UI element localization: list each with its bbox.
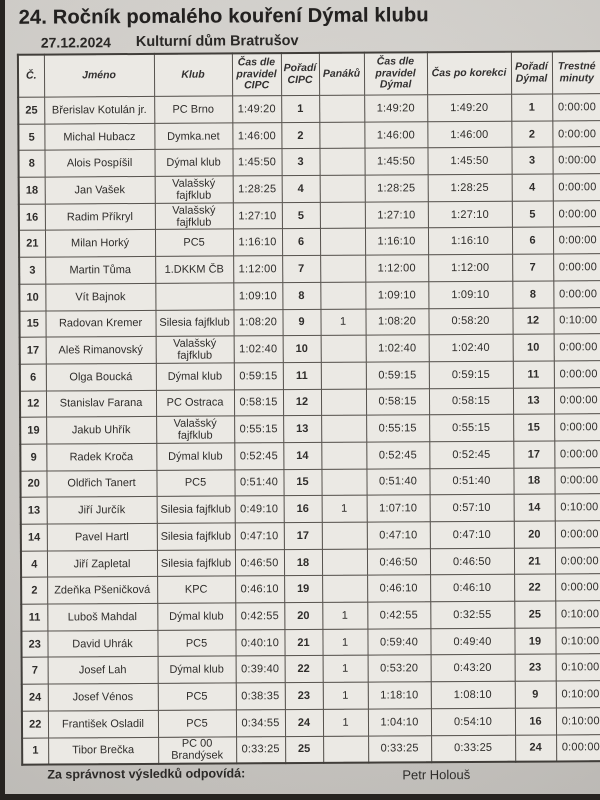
name-cell: Radovan Kremer <box>45 310 155 337</box>
penalty-minutes-cell: 0:00:00 <box>553 200 600 227</box>
subtitle-line <box>3 31 598 53</box>
rank-cipc-cell: 22 <box>285 656 323 683</box>
time-dymal-cell: 1:49:20 <box>364 95 427 122</box>
penalty-minutes-cell: 0:00:00 <box>552 147 600 174</box>
rank-cipc-cell: 6 <box>282 229 320 256</box>
table-row <box>21 494 600 524</box>
footer-official-name: Petr Holouš <box>402 766 471 783</box>
table-row <box>22 681 600 711</box>
time-dymal-cell: 1:09:10 <box>365 282 428 309</box>
time-dymal-cell: 1:18:10 <box>368 682 431 709</box>
club-cell: Silesia fajfklub <box>157 496 235 523</box>
table-row <box>19 174 600 204</box>
shots-cell <box>319 95 364 122</box>
rank-cipc-cell: 15 <box>283 469 321 496</box>
rank-cipc-cell: 7 <box>282 256 320 283</box>
time-corrected-cell: 1:02:40 <box>429 334 513 361</box>
club-cell: Valašský fajfklub <box>155 176 233 203</box>
rank-dymal-cell: 4 <box>512 174 553 201</box>
shots-cell <box>319 122 364 149</box>
time-dymal-cell: 1:04:10 <box>368 709 431 736</box>
event-venue: Kulturní dům Bratrušov <box>135 33 299 51</box>
time-cipc-cell: 0:42:55 <box>235 603 284 630</box>
rank-cipc-cell: 18 <box>284 549 322 576</box>
time-dymal-cell: 1:12:00 <box>365 255 428 282</box>
penalty-minutes-cell: 0:00:00 <box>552 94 600 121</box>
time-dymal-cell: 0:46:50 <box>367 548 430 575</box>
penalty-minutes-cell: 0:00:00 <box>555 547 600 574</box>
rank-cipc-cell: 24 <box>285 709 323 736</box>
header-cell: Trestné minuty <box>552 51 600 94</box>
header-cell: Jméno <box>44 54 154 97</box>
rank-dymal-cell: 19 <box>514 628 555 655</box>
club-cell: 1.DKKM ČB <box>155 256 233 283</box>
penalty-minutes-cell: 0:00:00 <box>556 734 600 761</box>
time-cipc-cell: 1:28:25 <box>233 176 282 203</box>
rank-cipc-cell: 2 <box>281 122 319 149</box>
time-dymal-cell: 0:58:15 <box>366 388 429 415</box>
start-number-cell: 8 <box>18 150 44 177</box>
club-cell: Dýmal klub <box>158 656 236 683</box>
rank-cipc-cell: 10 <box>283 336 321 363</box>
penalty-minutes-cell: 0:00:00 <box>554 467 600 494</box>
penalty-minutes-cell: 0:00:00 <box>554 414 600 441</box>
table-row <box>21 521 600 551</box>
time-dymal-cell: 1:02:40 <box>366 335 429 362</box>
time-cipc-cell: 0:39:40 <box>236 656 285 683</box>
header-cell: Č. <box>18 55 44 98</box>
time-dymal-cell: 0:55:15 <box>366 415 429 442</box>
name-cell: František Osladil <box>48 710 158 737</box>
rank-cipc-cell: 4 <box>282 175 320 202</box>
penalty-minutes-cell: 0:10:00 <box>555 494 600 521</box>
table-row <box>20 334 600 364</box>
header-cell: Pořadí CIPC <box>281 53 319 96</box>
rank-dymal-cell: 20 <box>514 521 555 548</box>
rank-cipc-cell: 8 <box>282 282 320 309</box>
start-number-cell: 4 <box>21 551 47 578</box>
club-cell: PC5 <box>158 683 236 710</box>
shots-cell: 1 <box>323 656 368 683</box>
table-row <box>19 254 600 284</box>
rank-cipc-cell: 1 <box>281 95 319 122</box>
rank-dymal-cell: 16 <box>515 708 556 735</box>
rank-dymal-cell: 11 <box>513 361 554 388</box>
club-cell <box>155 283 233 310</box>
shots-cell <box>319 148 364 175</box>
table-row <box>20 414 600 444</box>
rank-cipc-cell: 14 <box>283 442 321 469</box>
time-cipc-cell: 1:16:10 <box>233 229 282 256</box>
start-number-cell: 17 <box>20 337 46 364</box>
shots-cell <box>321 389 366 416</box>
penalty-minutes-cell: 0:00:00 <box>552 120 600 147</box>
time-corrected-cell: 1:28:25 <box>428 174 512 201</box>
table-row <box>18 94 600 124</box>
shots-cell <box>321 362 366 389</box>
rank-cipc-cell: 20 <box>284 602 322 629</box>
time-corrected-cell: 0:47:10 <box>430 521 514 548</box>
club-cell: PC5 <box>158 710 236 737</box>
header-row <box>18 51 600 97</box>
header-cell: Panáků <box>319 53 364 96</box>
rank-cipc-cell: 13 <box>283 416 321 443</box>
start-number-cell: 16 <box>19 204 45 231</box>
penalty-minutes-cell: 0:00:00 <box>553 280 600 307</box>
shots-cell <box>320 175 365 202</box>
name-cell: Alois Pospíšil <box>44 150 154 177</box>
header-cell: Čas dle pravidel Dýmal <box>364 52 427 95</box>
club-cell: Dýmal klub <box>157 603 235 630</box>
penalty-minutes-cell: 0:10:00 <box>555 627 600 654</box>
time-cipc-cell: 0:49:10 <box>235 496 284 523</box>
time-dymal-cell: 1:16:10 <box>365 228 428 255</box>
table-body <box>18 94 600 765</box>
start-number-cell: 5 <box>18 124 44 151</box>
time-cipc-cell: 0:55:15 <box>234 416 283 443</box>
time-dymal-cell: 0:47:10 <box>367 522 430 549</box>
time-dymal-cell: 0:51:40 <box>366 468 429 495</box>
time-dymal-cell: 1:08:20 <box>365 308 428 335</box>
shots-cell <box>320 229 365 256</box>
start-number-cell: 3 <box>19 257 45 284</box>
club-cell: Dýmal klub <box>156 443 234 470</box>
penalty-minutes-cell: 0:10:00 <box>556 654 600 681</box>
footer-line <box>7 764 600 788</box>
rank-dymal-cell: 22 <box>514 574 555 601</box>
shots-cell: 1 <box>323 682 368 709</box>
name-cell: Pavel Hartl <box>47 523 157 550</box>
table-row <box>21 547 600 577</box>
time-dymal-cell: 0:42:55 <box>367 602 430 629</box>
name-cell: Jiří Zapletal <box>47 550 157 577</box>
time-cipc-cell: 1:08:20 <box>233 309 282 336</box>
table-row <box>19 200 600 230</box>
table-row <box>22 734 600 765</box>
rank-cipc-cell: 5 <box>282 202 320 229</box>
rank-dymal-cell: 12 <box>512 307 553 334</box>
name-cell: Radek Kroča <box>46 443 156 470</box>
penalty-minutes-cell: 0:00:00 <box>554 387 600 414</box>
rank-dymal-cell: 8 <box>512 281 553 308</box>
time-dymal-cell: 0:33:25 <box>368 735 431 763</box>
rank-cipc-cell: 23 <box>285 683 323 710</box>
name-cell: Aleš Rimanovský <box>46 337 156 364</box>
club-cell: Dýmal klub <box>154 149 232 176</box>
start-number-cell: 7 <box>22 657 48 684</box>
time-dymal-cell: 0:59:15 <box>366 362 429 389</box>
time-cipc-cell: 0:52:45 <box>234 443 283 470</box>
start-number-cell: 18 <box>19 177 45 204</box>
scanned-paper <box>5 0 600 794</box>
start-number-cell: 22 <box>22 711 48 738</box>
club-cell: PC Brno <box>154 96 232 123</box>
shots-cell <box>322 575 367 602</box>
penalty-minutes-cell: 0:00:00 <box>554 441 600 468</box>
start-number-cell: 10 <box>19 284 45 311</box>
penalty-minutes-cell: 0:10:00 <box>556 681 600 708</box>
penalty-minutes-cell: 0:00:00 <box>555 521 600 548</box>
shots-cell <box>320 282 365 309</box>
rank-cipc-cell: 21 <box>284 629 322 656</box>
club-cell: PC5 <box>155 229 233 256</box>
time-cipc-cell: 0:34:55 <box>236 709 285 736</box>
table-row <box>19 227 600 257</box>
start-number-cell: 19 <box>20 417 46 444</box>
name-cell: Josef Lah <box>48 657 158 684</box>
time-cipc-cell: 0:59:15 <box>234 362 283 389</box>
time-dymal-cell: 1:46:00 <box>364 121 427 148</box>
time-cipc-cell: 1:49:20 <box>232 96 281 123</box>
rank-cipc-cell: 12 <box>283 389 321 416</box>
start-number-cell: 24 <box>22 684 48 711</box>
club-cell: Silesia fajfklub <box>155 309 233 336</box>
table-row <box>21 574 600 604</box>
rank-dymal-cell: 1 <box>511 94 552 121</box>
time-corrected-cell: 1:12:00 <box>428 254 512 281</box>
rank-cipc-cell: 19 <box>284 576 322 603</box>
time-corrected-cell: 0:54:10 <box>431 708 515 735</box>
rank-dymal-cell: 6 <box>512 227 553 254</box>
time-dymal-cell: 0:53:20 <box>368 655 431 682</box>
start-number-cell: 13 <box>21 497 47 524</box>
rank-cipc-cell: 16 <box>284 496 322 523</box>
club-cell: Valašský fajfklub <box>155 203 233 230</box>
shots-cell: 1 <box>323 709 368 736</box>
time-dymal-cell: 0:59:40 <box>367 628 430 655</box>
name-cell: Martin Tůma <box>45 257 155 284</box>
club-cell: Valašský fajfklub <box>156 336 234 363</box>
rank-cipc-cell: 17 <box>284 522 322 549</box>
name-cell: Jiří Jurčík <box>47 497 157 524</box>
time-cipc-cell: 0:46:50 <box>235 549 284 576</box>
name-cell: Josef Vénos <box>48 684 158 711</box>
time-corrected-cell: 1:09:10 <box>428 281 512 308</box>
start-number-cell: 12 <box>20 391 46 418</box>
rank-dymal-cell: 21 <box>514 548 555 575</box>
club-cell: Silesia fajfklub <box>157 523 235 550</box>
time-cipc-cell: 0:40:10 <box>235 629 284 656</box>
table-row <box>21 627 600 657</box>
table-row <box>19 307 600 337</box>
penalty-minutes-cell: 0:00:00 <box>553 227 600 254</box>
start-number-cell: 9 <box>20 444 46 471</box>
shots-cell: 1 <box>320 309 365 336</box>
table-header <box>18 51 600 97</box>
time-corrected-cell: 1:46:00 <box>427 121 511 148</box>
name-cell: Radim Příkryl <box>45 203 155 230</box>
time-corrected-cell: 0:55:15 <box>429 414 513 441</box>
page-title: 24. Ročník pomalého kouření Dýmal klubu <box>18 4 429 29</box>
time-dymal-cell: 0:46:10 <box>367 575 430 602</box>
shots-cell <box>321 415 366 442</box>
header-cell: Čas dle pravidel CIPC <box>232 53 281 96</box>
penalty-minutes-cell: 0:00:00 <box>555 574 600 601</box>
time-corrected-cell: 0:52:45 <box>429 441 513 468</box>
time-corrected-cell: 0:46:10 <box>430 575 514 602</box>
page-content <box>3 0 600 796</box>
time-corrected-cell: 0:32:55 <box>430 601 514 628</box>
club-cell: Silesia fajfklub <box>157 550 235 577</box>
shots-cell <box>323 736 368 763</box>
start-number-cell: 1 <box>22 738 48 765</box>
time-corrected-cell: 0:59:15 <box>429 361 513 388</box>
header-cell: Čas po korekci <box>427 52 511 95</box>
time-corrected-cell: 1:27:10 <box>428 201 512 228</box>
rank-dymal-cell: 13 <box>513 388 554 415</box>
name-cell: Luboš Mahdal <box>47 603 157 630</box>
rank-dymal-cell: 7 <box>512 254 553 281</box>
name-cell: Vít Bajnok <box>45 283 155 310</box>
start-number-cell: 15 <box>19 311 45 338</box>
footer-responsibility-label: Za správnost výsledků odpovídá: <box>47 766 246 782</box>
name-cell: Olga Boucká <box>46 363 156 390</box>
club-cell: PC5 <box>157 630 235 657</box>
start-number-cell: 2 <box>21 577 47 604</box>
time-cipc-cell: 0:46:10 <box>235 576 284 603</box>
penalty-minutes-cell: 0:00:00 <box>553 254 600 281</box>
penalty-minutes-cell: 0:10:00 <box>555 601 600 628</box>
header-cell: Pořadí Dýmal <box>511 51 552 94</box>
time-corrected-cell: 0:57:10 <box>430 495 514 522</box>
club-cell: PC5 <box>156 470 234 497</box>
table-row <box>18 147 600 177</box>
rank-dymal-cell: 17 <box>513 441 554 468</box>
time-corrected-cell: 1:16:10 <box>428 228 512 255</box>
shots-cell <box>322 549 367 576</box>
start-number-cell: 6 <box>20 364 46 391</box>
table-row <box>22 707 600 737</box>
shots-cell: 1 <box>322 629 367 656</box>
time-cipc-cell: 0:58:15 <box>234 389 283 416</box>
table-row <box>18 120 600 150</box>
time-corrected-cell: 1:08:10 <box>431 681 515 708</box>
table-row <box>22 654 600 684</box>
start-number-cell: 25 <box>18 97 44 124</box>
name-cell: Jan Vašek <box>45 176 155 203</box>
penalty-minutes-cell: 0:00:00 <box>553 174 600 201</box>
time-cipc-cell: 1:02:40 <box>234 336 283 363</box>
time-cipc-cell: 0:51:40 <box>234 469 283 496</box>
rank-cipc-cell: 9 <box>282 309 320 336</box>
rank-dymal-cell: 9 <box>515 681 556 708</box>
start-number-cell: 21 <box>19 231 45 258</box>
rank-dymal-cell: 2 <box>511 121 552 148</box>
table-row <box>20 387 600 417</box>
time-cipc-cell: 1:46:00 <box>232 122 281 149</box>
rank-cipc-cell: 3 <box>281 149 319 176</box>
start-number-cell: 14 <box>21 524 47 551</box>
rank-cipc-cell: 25 <box>285 736 323 763</box>
time-corrected-cell: 1:49:20 <box>427 94 511 121</box>
table-row <box>20 441 600 471</box>
club-cell: KPC <box>157 576 235 603</box>
rank-dymal-cell: 18 <box>513 468 554 495</box>
shots-cell: 1 <box>322 495 367 522</box>
name-cell: David Uhrák <box>47 630 157 657</box>
shots-cell <box>321 442 366 469</box>
club-cell: PC 00 Brandýsek <box>158 736 236 764</box>
start-number-cell: 23 <box>21 631 47 658</box>
penalty-minutes-cell: 0:10:00 <box>553 307 600 334</box>
table-row <box>20 361 600 391</box>
name-cell: Michal Hubacz <box>44 123 154 150</box>
name-cell: Tibor Brečka <box>48 737 158 765</box>
time-corrected-cell: 0:33:25 <box>431 735 515 763</box>
rank-dymal-cell: 5 <box>512 201 553 228</box>
club-cell: PC Ostraca <box>156 389 234 416</box>
time-dymal-cell: 1:27:10 <box>365 201 428 228</box>
time-cipc-cell: 0:33:25 <box>236 736 285 763</box>
time-corrected-cell: 0:43:20 <box>431 655 515 682</box>
rank-dymal-cell: 23 <box>515 654 556 681</box>
rank-dymal-cell: 25 <box>514 601 555 628</box>
start-number-cell: 11 <box>21 604 47 631</box>
name-cell: Stanislav Farana <box>46 390 156 417</box>
header-cell: Klub <box>154 53 232 96</box>
name-cell: Oldřich Tanert <box>46 470 156 497</box>
time-cipc-cell: 0:38:35 <box>236 683 285 710</box>
time-cipc-cell: 1:45:50 <box>232 149 281 176</box>
rank-dymal-cell: 24 <box>515 734 556 761</box>
shots-cell: 1 <box>322 602 367 629</box>
time-corrected-cell: 0:51:40 <box>429 468 513 495</box>
time-cipc-cell: 0:47:10 <box>235 523 284 550</box>
name-cell: Milan Horký <box>45 230 155 257</box>
results-table <box>17 50 600 766</box>
penalty-minutes-cell: 0:00:00 <box>554 334 600 361</box>
time-corrected-cell: 0:49:40 <box>430 628 514 655</box>
time-dymal-cell: 1:07:10 <box>367 495 430 522</box>
time-cipc-cell: 1:27:10 <box>233 202 282 229</box>
time-dymal-cell: 1:28:25 <box>365 175 428 202</box>
rank-dymal-cell: 15 <box>513 414 554 441</box>
time-cipc-cell: 1:09:10 <box>233 282 282 309</box>
table-row <box>21 601 600 631</box>
time-dymal-cell: 0:52:45 <box>366 442 429 469</box>
shots-cell <box>320 255 365 282</box>
club-cell: Dýmal klub <box>156 363 234 390</box>
time-corrected-cell: 0:58:15 <box>429 388 513 415</box>
club-cell: Valašský fajfklub <box>156 416 234 443</box>
time-dymal-cell: 1:45:50 <box>364 148 427 175</box>
rank-dymal-cell: 10 <box>513 334 554 361</box>
event-date: 27.12.2024 <box>40 34 111 51</box>
shots-cell <box>322 522 367 549</box>
penalty-minutes-cell: 0:10:00 <box>556 707 600 734</box>
rank-dymal-cell: 14 <box>514 494 555 521</box>
name-cell: Zdeňka Pšeničková <box>47 577 157 604</box>
name-cell: Jakub Uhřík <box>46 417 156 444</box>
penalty-minutes-cell: 0:00:00 <box>554 361 600 388</box>
start-number-cell: 20 <box>20 471 46 498</box>
shots-cell <box>320 202 365 229</box>
club-cell: Dymka.net <box>154 123 232 150</box>
time-corrected-cell: 0:58:20 <box>428 308 512 335</box>
shots-cell <box>321 335 366 362</box>
shots-cell <box>321 469 366 496</box>
time-corrected-cell: 0:46:50 <box>430 548 514 575</box>
time-corrected-cell: 1:45:50 <box>427 148 511 175</box>
name-cell: Břerislav Kotulán jr. <box>44 96 154 123</box>
table-row <box>20 467 600 497</box>
rank-dymal-cell: 3 <box>511 147 552 174</box>
table-row <box>19 280 600 310</box>
rank-cipc-cell: 11 <box>283 362 321 389</box>
time-cipc-cell: 1:12:00 <box>233 256 282 283</box>
